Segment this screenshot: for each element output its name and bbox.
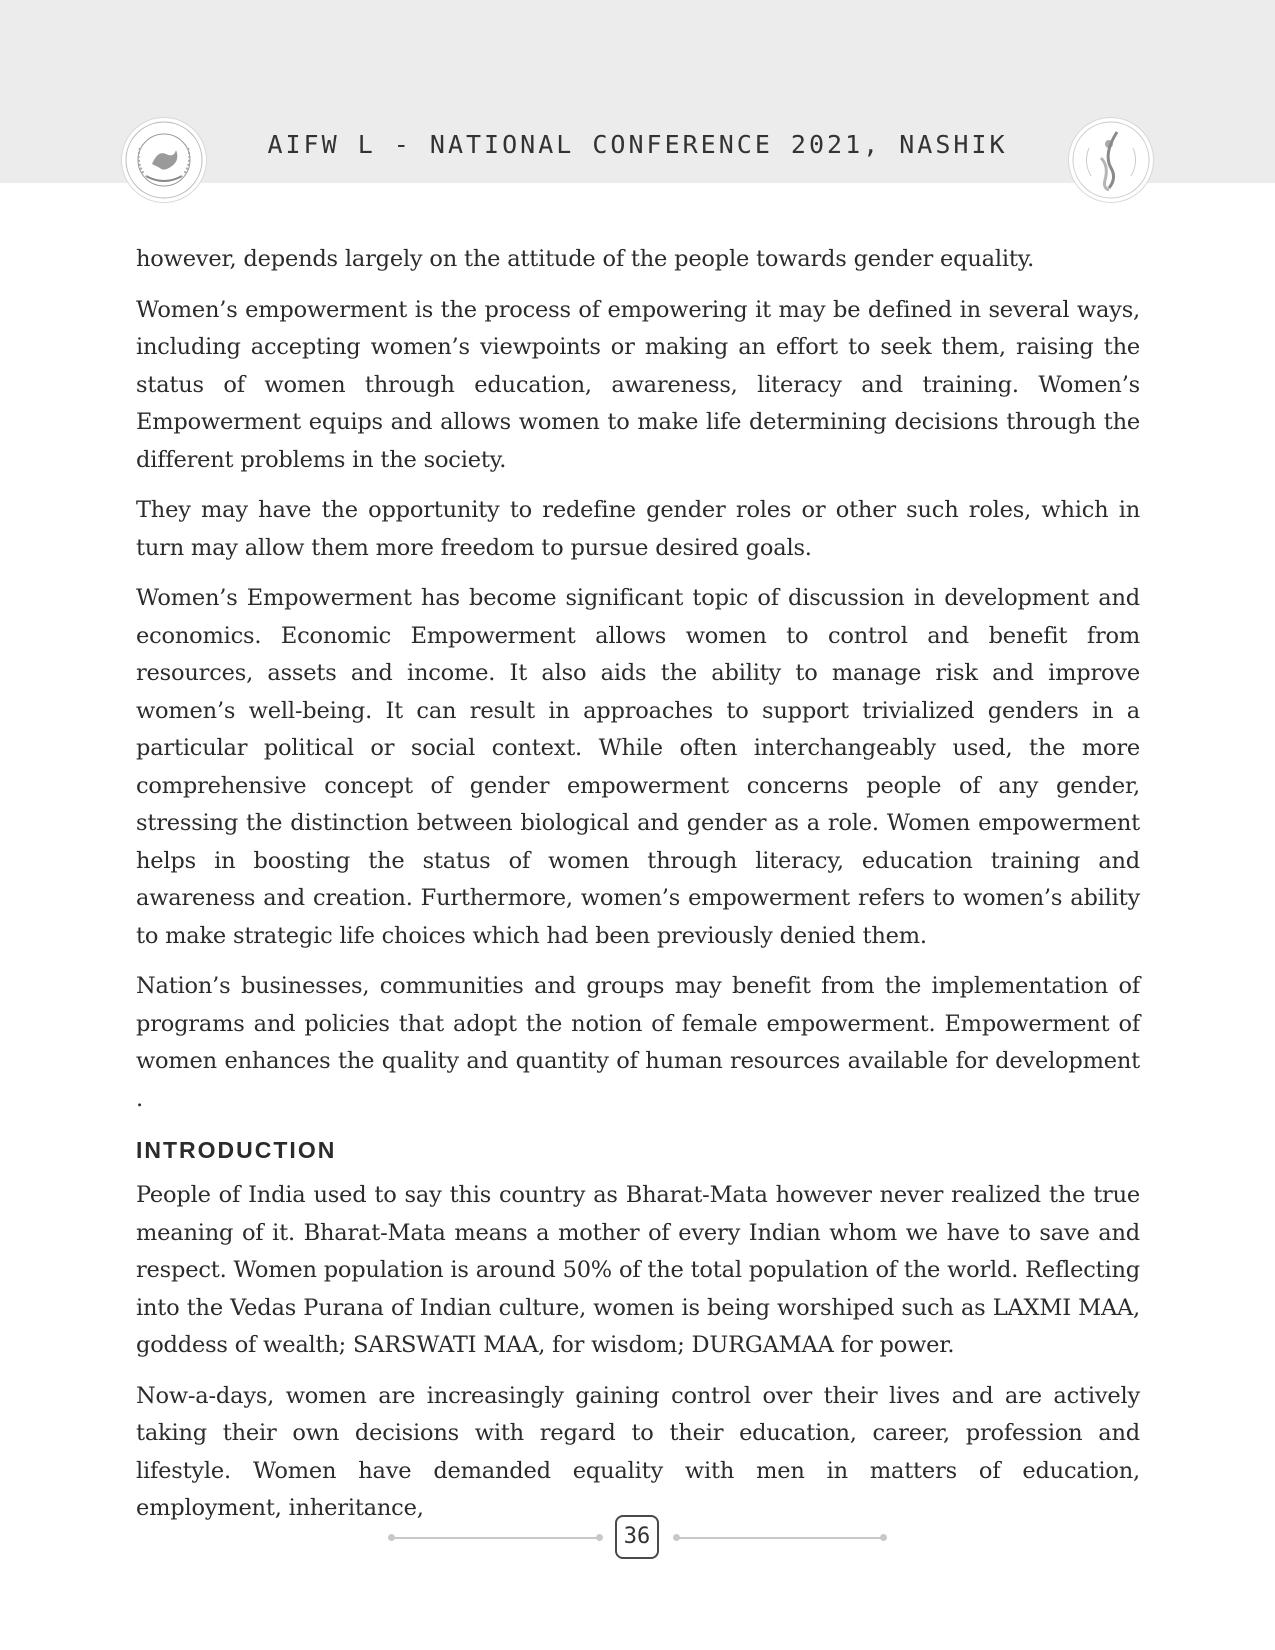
page-body [136, 241, 1140, 1541]
paragraph: Nation’s businesses, communities and groups may benefit from the implementation of programs and policies that adopt the notion of female empowerment. Empowerment of women enhances the quality and quantity of human resources available for development . [136, 973, 1140, 1112]
footer-rule-left [392, 1537, 600, 1539]
paragraph: Now-a-days, women are increasingly gaining control over their lives and are actively taking their own decisions with regard to their education, career, profession and lifestyle. Women have demanded equality with men in matters of education, employment, inheritance, [136, 1382, 1140, 1521]
strong-woman-logo [1069, 118, 1153, 202]
paragraph: Women’s empowerment is the process of empowering it may be defined in several ways, including accepting women’s viewpoints or making an effort to seek them, raising the status of women through education, awareness, literacy and training. Women’s Empowerment equips and allows women to make life determining decisions through the different problems in the society. [136, 296, 1140, 473]
paragraph: They may have the opportunity to redefine gender roles or other such roles, which in turn may allow them more freedom to pursue desired goals. [136, 497, 1140, 561]
footer-dot-right [880, 1534, 887, 1541]
paragraph: People of India used to say this country as Bharat-Mata however never realized the true meaning of it. Bharat-Mata means a mother of every Indian whom we have to save and respect. Women population is around 50% of the total population of the world. Reflecting into the Vedas Purana of Indian culture, women is being worshiped such as LAXMI MAA, goddess of wealth; SARSWATI MAA, for wisdom; DURGAMAA for power. [136, 1182, 1140, 1358]
footer-rule-right [676, 1537, 884, 1539]
footer-dot-left-inner [596, 1534, 603, 1541]
page-number: 36 [615, 1515, 659, 1559]
section-heading: INTRODUCTION [136, 1137, 337, 1163]
paragraph: Women’s Empowerment has become significant topic of discussion in development and economics. Economic Empowerment allows women to control and benefit from resources, assets and income. It also aids the ability to manage risk and improve women’s well-being. It can result in approaches to support trivialized genders in a particular political or social context. While often interchangeably used, the more comprehensive concept of gender empowerment concerns people of any gender, stressing the distinction between biological and gender as a role. Women empowerment helps in boosting the status of women through literacy, education training and awareness and creation. Furthermore, women’s empowerment refers to women’s ability to make strategic life choices which had been previously denied them. [136, 585, 1140, 949]
paragraph: however, depends largely on the attitude of the people towards gender equality. [136, 246, 1035, 272]
page-footer [0, 1513, 1275, 1563]
page-header-title: AIFW L - NATIONAL CONFERENCE 2021, NASHIK [267, 130, 1008, 159]
strong-woman-emblem-icon [1069, 118, 1153, 202]
